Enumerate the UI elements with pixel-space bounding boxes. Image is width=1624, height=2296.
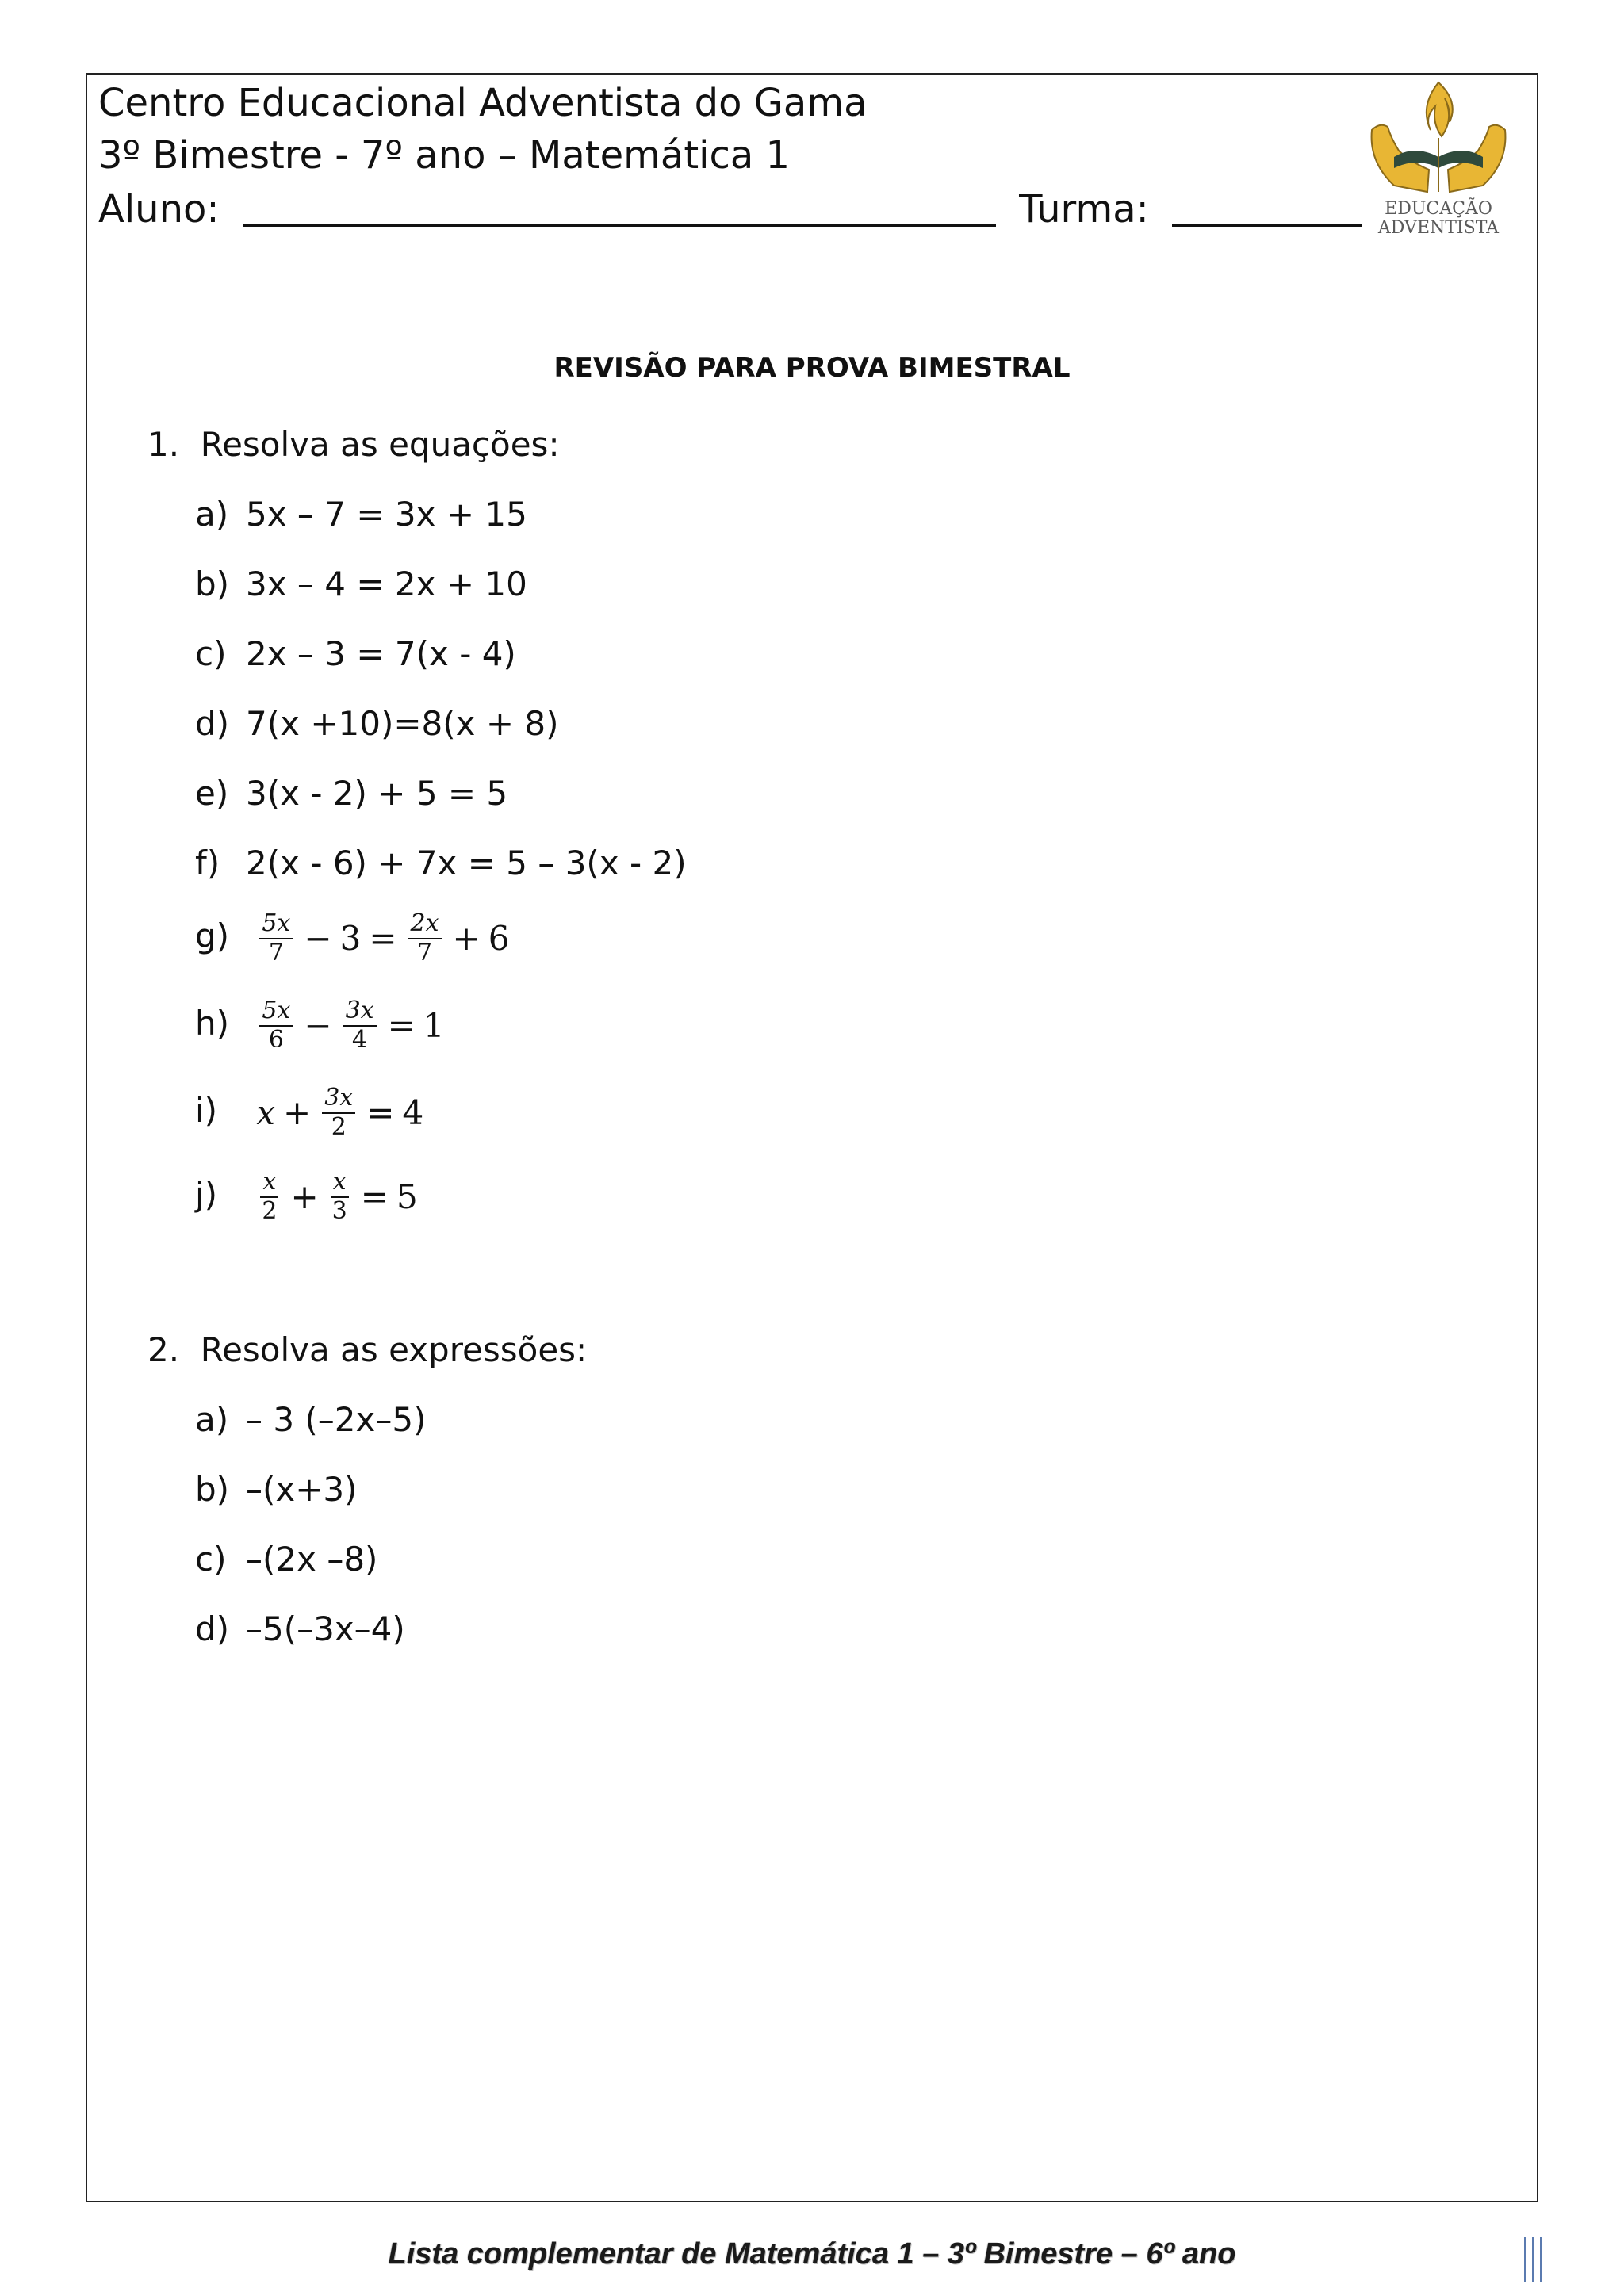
expression-item <box>195 1540 377 1578</box>
item-label: a) <box>195 1400 229 1439</box>
school-name: Centro Educacional Adventista do Gama <box>98 81 868 125</box>
question-prompt: Resolva as expressões: <box>200 1330 588 1369</box>
equation-item <box>195 1085 423 1141</box>
expression-text: –(2x –8) <box>246 1540 378 1578</box>
footer-bars-decoration <box>1522 2237 1545 2282</box>
fraction: $\frac{x}{2}$ <box>262 1168 278 1225</box>
question-1 <box>147 425 560 464</box>
item-label: d) <box>195 704 230 743</box>
equation-item <box>195 704 559 743</box>
item-label: j) <box>195 1175 218 1214</box>
fraction-equation: $\frac{x}{2}$ + $\frac{x}{3}$ = 5 <box>256 1169 417 1225</box>
expression-text: – 3 (–2x–5) <box>246 1400 427 1439</box>
logo-text-bottom: ADVENTISTA <box>1377 218 1500 238</box>
equation-item <box>195 1169 418 1225</box>
item-label: g) <box>195 916 230 955</box>
page-title: REVISÃO PARA PROVA BIMESTRAL <box>553 352 1071 384</box>
question-number: 1. <box>147 425 180 464</box>
equation-text: 2(x - 6) + 7x = 5 – 3(x - 2) <box>246 844 687 882</box>
fraction: $\frac{2x}{7}$ <box>408 910 442 966</box>
question-2 <box>147 1330 587 1369</box>
item-label: f) <box>195 844 220 882</box>
student-label: Aluno: <box>98 187 220 232</box>
equation-item <box>195 844 687 882</box>
student-name-field[interactable] <box>243 224 996 227</box>
equation-item <box>195 495 527 534</box>
item-label: i) <box>195 1091 218 1130</box>
item-label: h) <box>195 1004 230 1043</box>
fraction: $\frac{3x}{2}$ <box>322 1085 355 1141</box>
expression-text: –(x+3) <box>246 1470 358 1509</box>
logo-text-top: EDUCAÇÃO <box>1385 199 1492 219</box>
equation-text: 3x – 4 = 2x + 10 <box>246 564 527 603</box>
equation-item <box>195 634 516 673</box>
term-info: 3º Bimestre - 7º ano – Matemática 1 <box>98 133 791 178</box>
educacao-adventista-logo <box>1362 75 1515 241</box>
equation-text: 5x – 7 = 3x + 15 <box>246 495 527 534</box>
footer-caption: Lista complementar de Matemática 1 – 3º Bimestre – 6º ano <box>388 2237 1236 2271</box>
student-line <box>98 187 1362 232</box>
fraction-equation: $\frac{5x}{7}$ − 3 = $\frac{2x}{7}$ + 6 <box>256 910 509 966</box>
fraction-equation: $\frac{5x}{6}$ − $\frac{3x}{4}$ = 1 <box>256 997 444 1054</box>
item-label: c) <box>195 1540 227 1578</box>
equation-text: 2x – 3 = 7(x - 4) <box>246 634 516 673</box>
item-label: a) <box>195 495 229 534</box>
equation-item <box>195 774 508 813</box>
fraction: $\frac{5x}{7}$ <box>259 910 293 966</box>
expression-item <box>195 1609 405 1648</box>
fraction: $\frac{5x}{6}$ <box>259 997 293 1054</box>
equation-item <box>195 910 509 966</box>
class-label: Turma: <box>1019 187 1149 232</box>
fraction: $\frac{3x}{4}$ <box>343 997 377 1054</box>
item-label: c) <box>195 634 227 673</box>
fraction: $\frac{x}{3}$ <box>331 1168 347 1225</box>
item-label: e) <box>195 774 229 813</box>
item-label: b) <box>195 564 230 603</box>
equation-item <box>195 564 527 603</box>
expression-text: –5(–3x–4) <box>246 1609 405 1648</box>
question-number: 2. <box>147 1330 180 1369</box>
expression-item <box>195 1470 358 1509</box>
item-label: b) <box>195 1470 230 1509</box>
fraction-equation: x + $\frac{3x}{2}$ = 4 <box>256 1084 424 1141</box>
equation-item <box>195 997 445 1054</box>
question-prompt: Resolva as equações: <box>200 425 560 464</box>
expression-item <box>195 1400 427 1439</box>
logo-flame <box>1427 82 1453 136</box>
class-field[interactable] <box>1172 224 1362 227</box>
equation-text: 7(x +10)=8(x + 8) <box>246 704 559 743</box>
equation-text: 3(x - 2) + 5 = 5 <box>246 774 508 813</box>
item-label: d) <box>195 1609 230 1648</box>
